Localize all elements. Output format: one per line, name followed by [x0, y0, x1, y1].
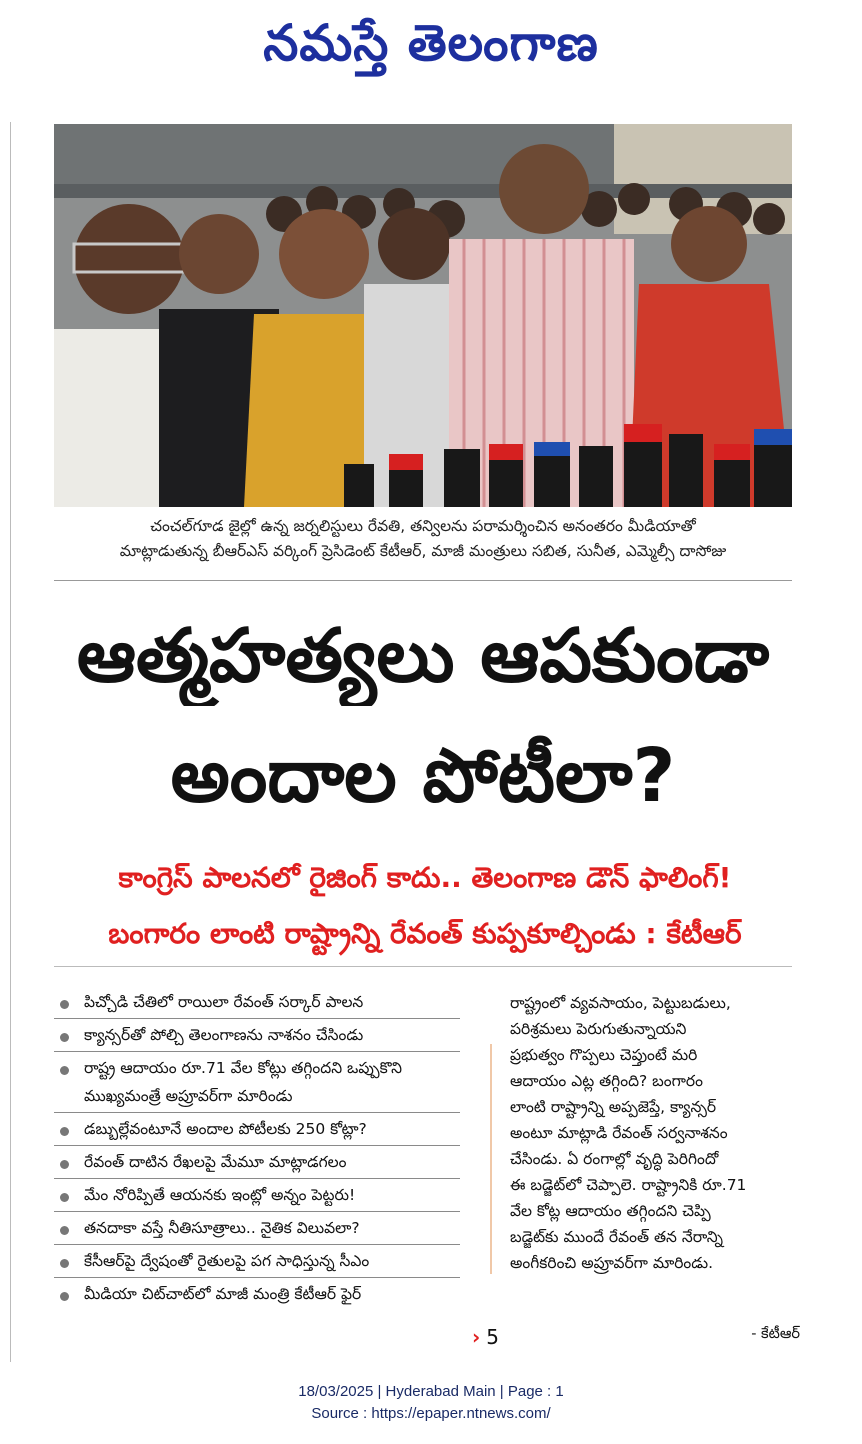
caption-line-2: మాట్లాడుతున్న బీఆర్‌ఎస్ వర్కింగ్ ప్రెసిడెంట్ కేటీఆర్, మాజీ మంత్రులు సబిత, సునీత, ఎమ్మెల్సీ దాసోజు	[119, 542, 727, 560]
chevron-right-icon: ›	[472, 1325, 481, 1349]
masthead-title: నమస్తే తెలంగాణ	[263, 13, 599, 72]
footer-edition-info: 18/03/2025 | Hyderabad Main | Page : 1	[298, 1383, 564, 1400]
list-item: తనదాకా వస్తే నీతిసూత్రాలు.. నైతిక విలువలా?	[54, 1212, 460, 1245]
headline-line-2: అందాల పోటీలా?	[170, 733, 676, 819]
subhead-2: బంగారం లాంటి రాష్ట్రాన్ని రేవంత్ కుప్పకూల్చిండు : కేటీఆర్	[108, 917, 742, 950]
body-line: వేల కోట్ల ఆదాయం తగ్గిందని చెప్పి	[510, 1202, 711, 1220]
press-conference-photo	[54, 124, 792, 507]
body-line: బడ్జెట్‌కు ముందే రేవంత్ తన నేరాన్ని	[510, 1228, 723, 1246]
body-line: ఈ బడ్జెట్‌లో చెప్పాలె. రాష్ట్రానికి రూ.71	[510, 1176, 747, 1194]
body-line: ఆదాయం ఎట్ల తగ్గింది? బంగారం	[510, 1072, 703, 1090]
bullet-dot	[60, 1033, 69, 1042]
bullet-dot	[60, 1226, 69, 1235]
body-line: అంగీకరించి అప్రూవర్‌గా మారిండు.	[510, 1254, 714, 1272]
bullet-list	[54, 986, 460, 1310]
column-accent-rule	[490, 1044, 492, 1274]
caption-divider	[54, 580, 792, 581]
body-line: చేసిండు. ఏ రంగాల్లో వృద్ధి పెరిగిందో	[510, 1150, 719, 1168]
left-column-rule	[10, 122, 11, 1362]
continued-page-link[interactable]	[472, 1322, 532, 1352]
headline-line-1: ఆత్మహత్యలు ఆపకుండా	[76, 613, 770, 699]
subhead-1: కాంగ్రెస్ పాలనలో రైజింగ్ కాదు.. తెలంగాణ డౌన్ ఫాలింగ్!	[118, 861, 732, 894]
news-photo	[54, 124, 792, 507]
bullet-dot	[60, 1000, 69, 1009]
photo-caption	[54, 514, 792, 564]
bullet-dot	[60, 1193, 69, 1202]
bullet-dot	[60, 1066, 69, 1075]
list-item: మీడియా చిట్‌చాట్‌లో మాజీ మంత్రి కేటీఆర్ ఫైర్	[54, 1278, 460, 1310]
list-item: మేం నోరిప్పితే ఆయనకు ఇంట్లో అన్నం పెట్టరు!	[54, 1179, 460, 1212]
body-line: అంటూ మాట్లాడి రేవంత్ సర్వనాశనం	[510, 1124, 728, 1142]
list-item: డబ్బుల్లేవంటూనే అందాల పోటీలకు 250 కోట్లా?	[54, 1113, 460, 1146]
bullet-dot	[60, 1127, 69, 1136]
list-item: పిచ్చోడి చేతిలో రాయిలా రేవంత్ సర్కార్ పాలన	[54, 986, 460, 1019]
bullet-dot	[60, 1259, 69, 1268]
footer-source-link[interactable]: Source : https://epaper.ntnews.com/	[311, 1405, 551, 1422]
body-line: రాష్ట్రంలో వ్యవసాయం, పెట్టుబడులు,	[510, 994, 731, 1012]
article-body	[510, 990, 800, 1276]
caption-line-1: చంచల్‌గూడ జైల్లో ఉన్న జర్నలిస్టులు రేవతి, తన్విలను పరామర్శించిన అనంతరం మీడియాతో	[150, 517, 696, 535]
list-item: రేవంత్ దాటిన రేఖలపై మేమూ మాట్లాడగలం	[54, 1146, 460, 1179]
bullet-dot	[60, 1160, 69, 1169]
body-line: లాంటి రాష్ట్రాన్ని అప్పజెప్తే, క్యాన్సర్	[510, 1098, 717, 1116]
body-line: ప్రభుత్వం గొప్పలు చెప్తుంటే మరి	[510, 1046, 698, 1064]
body-line: పరిశ్రమలు పెరుగుతున్నాయని	[510, 1020, 687, 1038]
bullet-dot	[60, 1292, 69, 1301]
list-item: క్యాన్సర్‌తో పోల్చి తెలంగాణను నాశనం చేసిండు	[54, 1019, 460, 1052]
byline: - కేటీఆర్	[751, 1326, 800, 1342]
subhead-divider	[54, 966, 792, 967]
continued-page-number: 5	[486, 1325, 499, 1349]
list-item: రాష్ట్ర ఆదాయం రూ.71 వేల కోట్లు తగ్గిందని ఒప్పుకొని ముఖ్యమంత్రే అప్రూవర్‌గా మారిండు	[54, 1052, 460, 1113]
list-item: కేసీఆర్‌పై ద్వేషంతో రైతులపై పగ సాధిస్తున్న సీఎం	[54, 1245, 460, 1278]
